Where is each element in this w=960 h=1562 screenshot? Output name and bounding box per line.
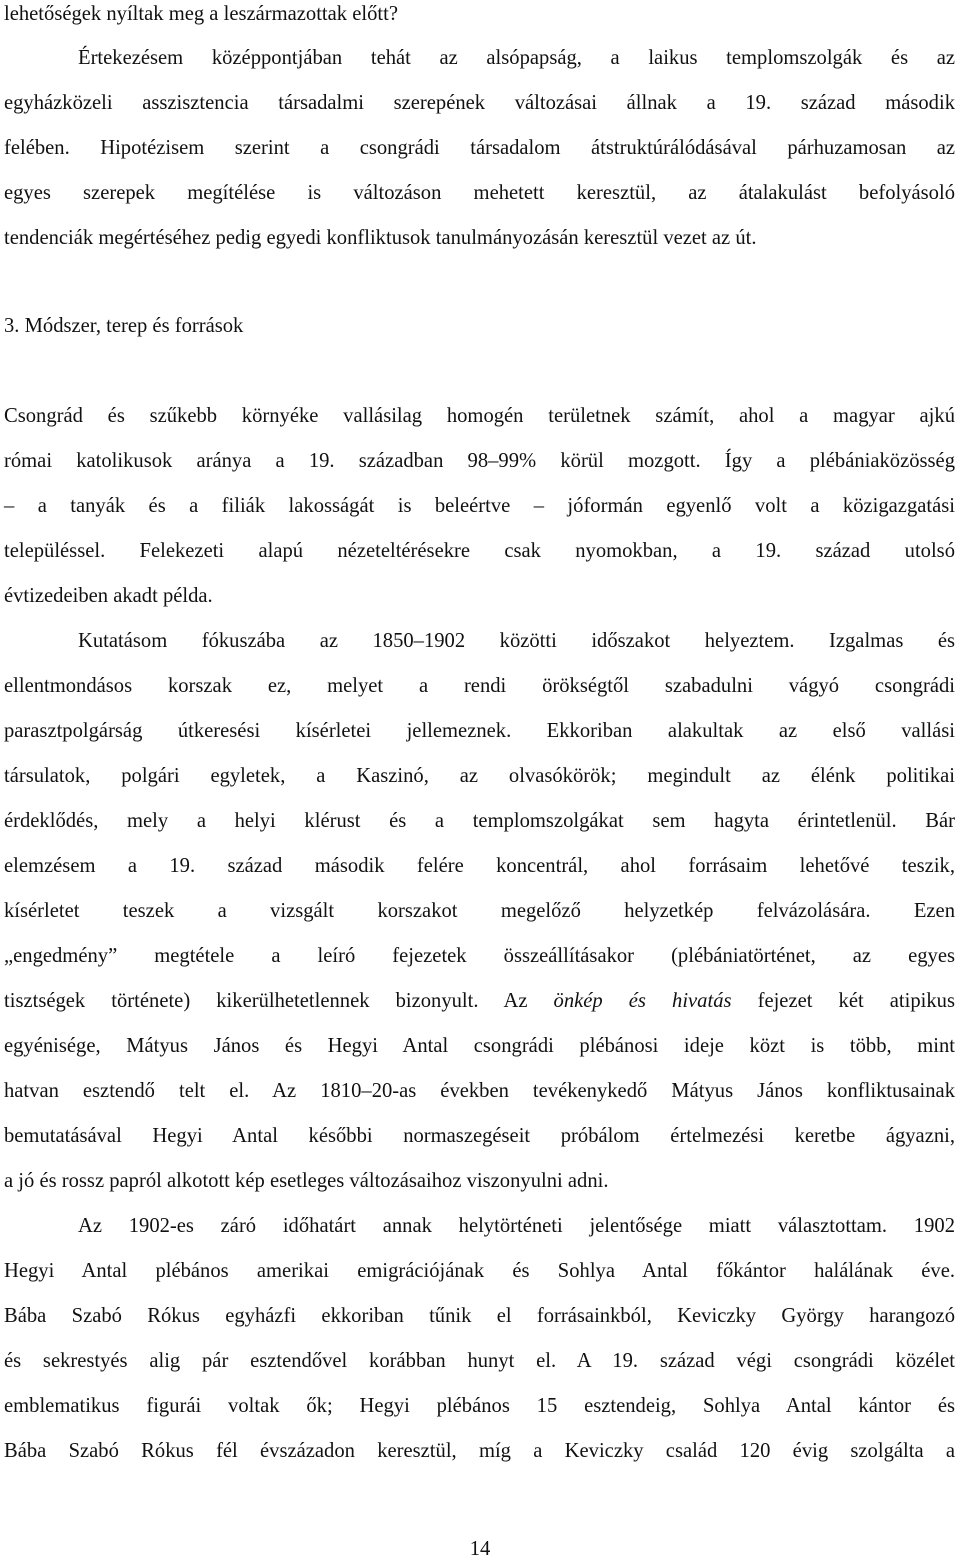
paragraph-line: egyházközeli asszisztencia társadalmi szerepének változásai állnak a 19. század második [4,92,955,114]
paragraph-line: Csongrád és szűkebb környéke vallásilag homogén területnek számít, ahol a magyar ajkú [4,405,955,427]
paragraph-line: a jó és rossz papról alkotott kép esetleges változásaihoz viszonyulni adni. [4,1170,609,1192]
paragraph-line: egyes szerepek megítélése is változáson mehetett keresztül, az átalakulást befolyásoló [4,182,955,204]
paragraph-line: lehetőségek nyíltak meg a leszármazottak előtt? [4,3,398,25]
paragraph-line: parasztpolgárság útkeresési kísérletei jellemeznek. Ekkoriban alakultak az első vallási [4,720,955,742]
line-text: fejezet két atipikus [731,990,955,1012]
paragraph-line: római katolikusok aránya a 19. században 98–99% körül mozgott. Így a plébániaközösség [4,450,955,472]
paragraph-line: elemzésem a 19. század második felére koncentrál, ahol forrásaim lehetővé teszik, [4,855,955,877]
paragraph-line: társulatok, polgári egyletek, a Kaszinó, az olvasókörök; megindult az élénk politikai [4,765,955,787]
page-number: 14 [469,1538,491,1560]
paragraph-line: évtizedeiben akadt példa. [4,585,213,607]
paragraph-line: bemutatásával Hegyi Antal későbbi normaszegéseit próbálom értelmezési keretbe ágyazni, [4,1125,955,1147]
paragraph-line: Bába Szabó Rókus fél évszázadon keresztül, míg a Keviczky család 120 évig szolgálta a [4,1440,955,1462]
paragraph-line: tendenciák megértéséhez pedig egyedi konfliktusok tanulmányozásán keresztül vezet az út. [4,227,757,249]
paragraph-line: településsel. Felekezeti alapú nézeteltérésekre csak nyomokban, a 19. század utolsó [4,540,955,562]
paragraph-line: és sekrestyés alig pár esztendővel korábban hunyt el. A 19. század végi csongrádi közélet [4,1350,955,1372]
paragraph-line: Kutatásom fókuszába az 1850–1902 közötti időszakot helyeztem. Izgalmas és [78,630,955,652]
paragraph-line: egyénisége, Mátyus János és Hegyi Antal csongrádi plébánosi ideje közt is több, mint [4,1035,955,1057]
paragraph-line: Bába Szabó Rókus egyházfi ekkoriban tűnik el forrásainkból, Keviczky György harangozó [4,1305,955,1327]
line-text: tisztségek története) kikerülhetetlennek bizonyult. Az [4,990,554,1012]
paragraph-line: Hegyi Antal plébános amerikai emigrációjának és Sohlya Antal főkántor halálának éve. [4,1260,955,1282]
section-heading: 3. Módszer, terep és források [4,315,244,337]
italic-chapter-title: önkép és hivatás [553,990,732,1012]
paragraph-line: hatvan esztendő telt el. Az 1810–20-as években tevékenykedő Mátyus János konfliktusainak [4,1080,955,1102]
paragraph-line: – a tanyák és a filiák lakosságát is beleértve – jóformán egyenlő volt a közigazgatási [4,495,955,517]
paragraph-line: ellentmondásos korszak ez, melyet a rendi örökségtől szabadulni vágyó csongrádi [4,675,955,697]
paragraph-line: Az 1902-es záró időhatárt annak helytörténeti jelentősége miatt választottam. 1902 [78,1215,955,1237]
paragraph-line: kísérletet teszek a vizsgált korszakot megelőző helyzetkép felvázolására. Ezen [4,900,955,922]
paragraph-line: Értekezésem középpontjában tehát az alsópapság, a laikus templomszolgák és az [78,47,955,69]
paragraph-line [4,988,955,1014]
paragraph-line: felében. Hipotézisem szerint a csongrádi társadalom átstruktúrálódásával párhuzamosan az [4,137,955,159]
paragraph-line: emblematikus figurái voltak ők; Hegyi plébános 15 esztendeig, Sohlya Antal kántor és [4,1395,955,1417]
paragraph-line: érdeklődés, mely a helyi klérust és a templomszolgákat sem hagyta érintetlenül. Bár [4,810,955,832]
paragraph-line: „engedmény” megtétele a leíró fejezetek összeállításakor (plébániatörténet, az egyes [4,945,955,967]
